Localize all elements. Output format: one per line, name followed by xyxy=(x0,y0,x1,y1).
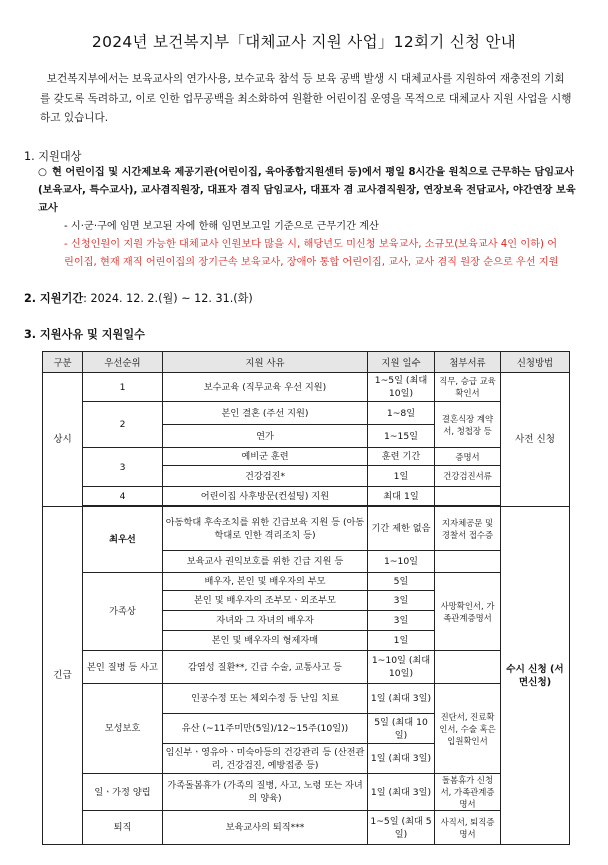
section-1-sub-2: - 신청인원이 지원 가능한 대체교사 인원보다 많을 시, 해당년도 미신청 보육교사, 소규모(보육교사 4인 이하) 어린이집, 현재 재직 어린이집의 장기근속 보육교사, 장애아 통합 어린이집, 교사, 교사 겸직 원장 순으로 우선 지원 xyxy=(64,239,559,268)
table-row xyxy=(43,684,570,714)
days-cell: 1일 xyxy=(368,631,435,651)
docs-cell: 지자체공문 및 경찰서 접수증 xyxy=(435,507,501,551)
docs-cell: 사직서, 퇴직증명서 xyxy=(435,811,501,845)
days-cell: 3일 xyxy=(368,591,435,611)
reason-cell: 보수교육 (직무교육 우선 지원) xyxy=(163,373,368,402)
reason-cell: 연가 xyxy=(163,425,368,448)
reason-cell: 배우자, 본인 및 배우자의 부모 xyxy=(163,573,368,591)
table-row xyxy=(43,448,570,466)
section-1-heading: 1. 지원대상 xyxy=(24,150,82,163)
docs-cell: 건강검진서류 xyxy=(435,466,501,487)
table-row xyxy=(43,373,570,402)
docs-cell: 직무, 승급 교육확인서 xyxy=(435,373,501,402)
reason-cell: 보육교사 권익보호를 위한 긴급 지원 등 xyxy=(163,551,368,573)
reason-cell: 본인 및 배우자의 형제자매 xyxy=(163,631,368,651)
days-cell: 1일 (최대 3일) xyxy=(368,774,435,811)
col-header: 구분 xyxy=(43,352,83,373)
reason-cell: 아동학대 후속조치를 위한 긴급보육 지원 등 (아동학대로 인한 격리조치 등) xyxy=(163,507,368,551)
reason-cell: 가족돌봄휴가 (가족의 질병, 사고, 노령 또는 자녀의 양육) xyxy=(163,774,368,811)
section-1-bullet xyxy=(38,164,578,218)
col-header: 신청방법 xyxy=(501,352,570,373)
days-cell: 1~15일 xyxy=(368,425,435,448)
section-2-value: : 2024. 12. 2.(월) ~ 12. 31.(화) xyxy=(83,292,253,305)
reason-cell: 건강검진* xyxy=(163,466,368,487)
section-2-heading: 2. 지원기간 xyxy=(24,292,84,305)
reason-cell: 유산 (~11주미만(5일)/12~15주(10일)) xyxy=(163,714,368,744)
docs-cell xyxy=(435,651,501,684)
table-header-row xyxy=(43,352,570,373)
intro-text: 보건복지부에서는 보육교사의 연가사용, 보수교육 참석 등 보육 공백 발생 시 대체교사를 지원하여 재충전의 기회를 갖도록 독려하고, 이로 인한 업무공백을 최소화하여 원활한 어린이집 운영을 목적으로 대체교사 지원 사업을 시행하고 있습니다. xyxy=(40,73,572,124)
reason-cell: 본인 및 배우자의 조부모ㆍ외조부모 xyxy=(163,591,368,611)
days-cell: 5일 xyxy=(368,573,435,591)
priority-cell: 모성보호 xyxy=(83,684,163,774)
docs-cell xyxy=(435,551,501,573)
priority-cell: 가족상 xyxy=(83,573,163,651)
priority-cell: 일ㆍ가정 양립 xyxy=(83,774,163,811)
docs-cell: 돌봄휴가 신청서, 가족관계증명서 xyxy=(435,774,501,811)
priority-cell: 1 xyxy=(83,373,163,402)
reason-cell: 인공수정 또는 체외수정 등 난임 치료 xyxy=(163,684,368,714)
table-row xyxy=(43,402,570,425)
section-1-bullet-text: 현 어린이집 및 시간제보육 제공기관(어린이집, 육아종합지원센터 등)에서 평일 8시간을 원칙으로 근무하는 담임교사(보육교사, 특수교사), 교사겸직원장, 대표자 겸직 담임교사, 대표자 겸 교사겸직원장, 연장보육 전담교사, 야간연장 보육교사 xyxy=(38,167,576,214)
docs-cell: 진단서, 진료확인서, 수술 혹은 입원확인서 xyxy=(435,684,501,774)
reason-cell: 어린이집 사후방문(컨설팅) 지원 xyxy=(163,487,368,506)
table-row xyxy=(43,774,570,811)
docs-cell: 증명서 xyxy=(435,448,501,466)
table-row xyxy=(43,651,570,684)
days-cell: 1일 (최대 3일) xyxy=(368,744,435,774)
reason-cell: 본인 결혼 (주선 지원) xyxy=(163,402,368,425)
section-3-heading: 3. 지원사유 및 지원일수 xyxy=(24,328,145,341)
reason-cell: 예비군 훈련 xyxy=(163,448,368,466)
table-row xyxy=(43,573,570,591)
support-table xyxy=(42,351,570,845)
col-header: 첨부서류 xyxy=(435,352,501,373)
docs-cell: 사망확인서, 가족관계증명서 xyxy=(435,573,501,651)
table-row xyxy=(43,507,570,551)
method-gingup: 수시 신청 (서면신청) xyxy=(501,507,570,845)
bullet-circle-icon: ○ xyxy=(38,167,47,178)
category-sangsi: 상시 xyxy=(43,373,83,507)
days-cell: 3일 xyxy=(368,611,435,631)
days-cell: 1~10일 (최대 10일) xyxy=(368,651,435,684)
category-gingup: 긴급 xyxy=(43,507,83,845)
days-cell: 기간 제한 없음 xyxy=(368,507,435,551)
priority-cell: 3 xyxy=(83,448,163,487)
days-cell: 1~10일 xyxy=(368,551,435,573)
table-row xyxy=(43,487,570,506)
priority-cell: 퇴직 xyxy=(83,811,163,845)
col-header: 지원 일수 xyxy=(368,352,435,373)
section-2 xyxy=(24,290,253,306)
priority-cell: 4 xyxy=(83,487,163,506)
method-sangsi: 사전 신청 xyxy=(501,373,570,507)
intro-paragraph xyxy=(40,70,572,129)
docs-cell: 결혼식장 계약서, 청첩장 등 xyxy=(435,402,501,448)
reason-cell: 감염성 질환**, 긴급 수술, 교통사고 등 xyxy=(163,651,368,684)
col-header: 지원 사유 xyxy=(163,352,368,373)
days-cell: 1~5일 (최대 5일) xyxy=(368,811,435,845)
reason-cell: 자녀와 그 자녀의 배우자 xyxy=(163,611,368,631)
days-cell: 최대 1일 xyxy=(368,487,435,506)
section-1-sub-1: - 시·군·구에 임면 보고된 자에 한해 임면보고일 기준으로 근무기간 계산 xyxy=(64,221,379,232)
reason-cell: 임신부ㆍ영유아ㆍ미숙아등의 건강관리 등 (산전관리, 건강검진, 예방접종 등) xyxy=(163,744,368,774)
days-cell: 1일 (최대 3일) xyxy=(368,684,435,714)
page-title: 2024년 보건복지부「대체교사 지원 사업」12회기 신청 안내 xyxy=(91,33,517,51)
priority-cell: 최우선 xyxy=(83,507,163,573)
docs-cell xyxy=(435,487,501,506)
col-header: 우선순위 xyxy=(83,352,163,373)
days-cell: 1~8일 xyxy=(368,402,435,425)
days-cell: 1~5일 (최대 10일) xyxy=(368,373,435,402)
priority-cell: 2 xyxy=(83,402,163,448)
reason-cell: 보육교사의 퇴직*** xyxy=(163,811,368,845)
table-row xyxy=(43,811,570,845)
days-cell: 5일 (최대 10일) xyxy=(368,714,435,744)
priority-cell: 본인 질병 등 사고 xyxy=(83,651,163,684)
days-cell: 1일 xyxy=(368,466,435,487)
days-cell: 훈련 기간 xyxy=(368,448,435,466)
